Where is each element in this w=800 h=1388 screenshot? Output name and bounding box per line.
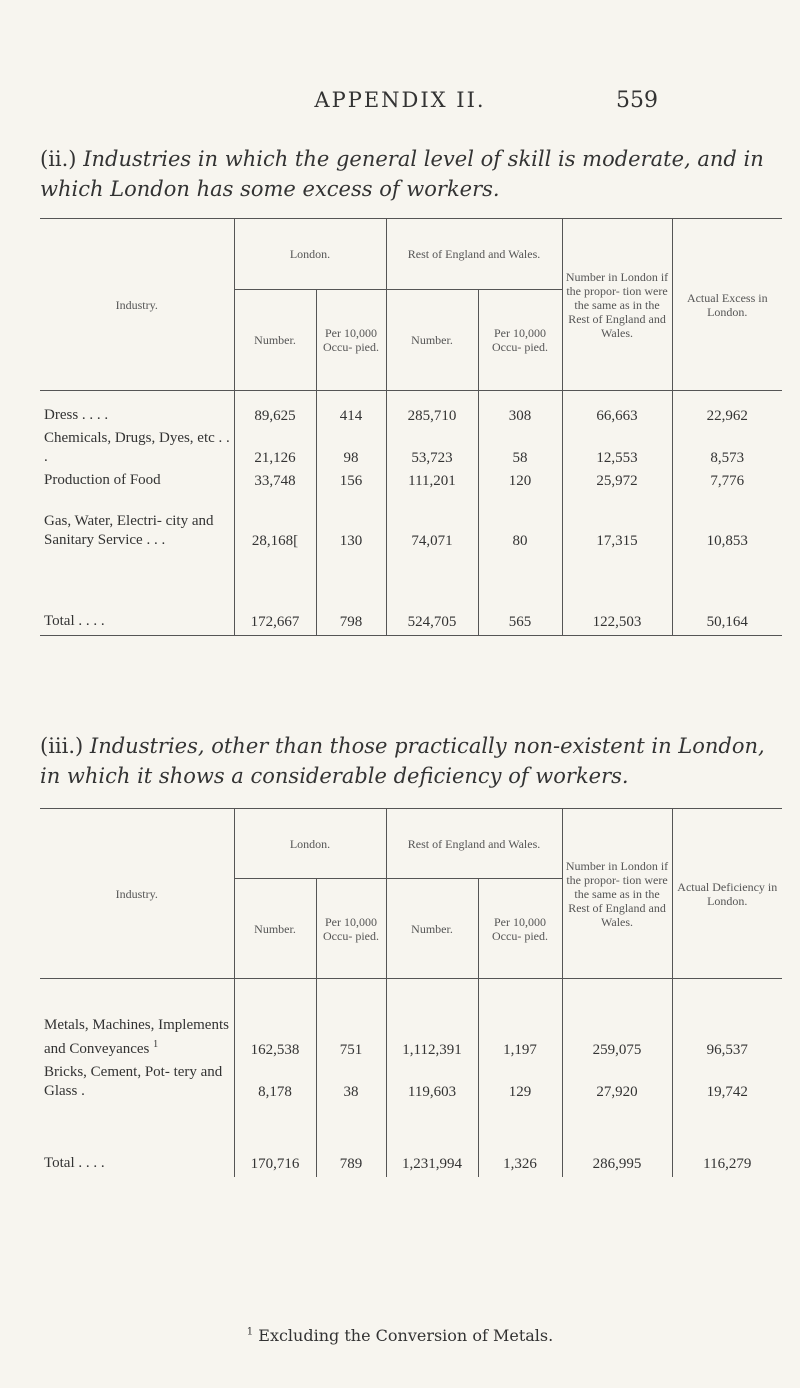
- row-industry-text: Metals, Machines, Implements and Conveyances: [44, 1016, 229, 1057]
- total-label: Total . . . .: [44, 1154, 105, 1171]
- cell-rest-per: 120: [478, 471, 562, 494]
- cell-rest-number: 53,723: [386, 429, 478, 471]
- cell-number-if: 259,075: [562, 979, 672, 1063]
- row-industry: Gas, Water, Electri- city and Sanitary Service . . .: [44, 512, 214, 548]
- footnote-text: Excluding the Conversion of Metals.: [258, 1326, 554, 1345]
- row-industry: Chemicals, Drugs, Dyes, etc . . .: [44, 429, 230, 465]
- running-title: APPENDIX II.: [314, 88, 486, 112]
- cell-rest-number: 119,603: [386, 1063, 478, 1105]
- col-industry: Industry.: [115, 297, 158, 312]
- total-number-if: 122,503: [562, 554, 672, 636]
- section-iii-heading: [40, 731, 780, 791]
- col-actual: Actual Deficiency in London.: [672, 809, 782, 979]
- col-number-if: Number in London if the propor- tion were the same as in the Rest of England and Wales.: [562, 809, 672, 979]
- table-row: [40, 429, 782, 471]
- page-number: 559: [616, 88, 658, 113]
- cell-london-number: 8,178: [234, 1063, 316, 1105]
- cell-number-if: 17,315: [562, 494, 672, 554]
- total-london-per: 798: [316, 554, 386, 636]
- col-actual: Actual Excess in London.: [672, 219, 782, 391]
- cell-london-per: 414: [316, 391, 386, 429]
- cell-actual: 8,573: [672, 429, 782, 471]
- table-row: [40, 979, 782, 1063]
- col-rest-number: Number.: [386, 290, 478, 391]
- cell-rest-per: 129: [478, 1063, 562, 1105]
- table-row: [40, 1063, 782, 1105]
- total-actual: 116,279: [672, 1105, 782, 1177]
- table-row: [40, 494, 782, 554]
- footnote-mark: 1: [153, 1038, 159, 1050]
- total-actual: 50,164: [672, 554, 782, 636]
- col-rest: Rest of England and Wales.: [386, 809, 562, 879]
- col-rest-number: Number.: [386, 879, 478, 979]
- table-row: [40, 471, 782, 494]
- cell-number-if: 27,920: [562, 1063, 672, 1105]
- row-industry: [40, 979, 234, 1063]
- cell-rest-number: 285,710: [386, 391, 478, 429]
- total-label: Total . . . .: [44, 613, 105, 629]
- cell-london-number: 162,538: [234, 979, 316, 1063]
- total-rest-per: 565: [478, 554, 562, 636]
- cell-rest-number: 111,201: [386, 471, 478, 494]
- cell-actual: 19,742: [672, 1063, 782, 1105]
- cell-rest-per: 1,197: [478, 979, 562, 1063]
- cell-rest-per: 80: [478, 494, 562, 554]
- cell-rest-per: 58: [478, 429, 562, 471]
- row-industry: Production of Food: [44, 471, 161, 488]
- cell-london-per: 156: [316, 471, 386, 494]
- table-row: [40, 391, 782, 429]
- cell-rest-per: 308: [478, 391, 562, 429]
- total-rest-number: 1,231,994: [386, 1105, 478, 1177]
- cell-rest-number: 74,071: [386, 494, 478, 554]
- col-rest-per: Per 10,000 Occu- pied.: [478, 879, 562, 979]
- cell-actual: 22,962: [672, 391, 782, 429]
- total-london-number: 170,716: [234, 1105, 316, 1177]
- cell-rest-number: 1,112,391: [386, 979, 478, 1063]
- cell-actual: 96,537: [672, 979, 782, 1063]
- footnote: [0, 1326, 800, 1345]
- col-london-per: Per 10,000 Occu- pied.: [316, 290, 386, 391]
- cell-london-number: 89,625: [234, 391, 316, 429]
- total-row: [40, 1105, 782, 1177]
- total-london-number: 172,667: [234, 554, 316, 636]
- cell-number-if: 12,553: [562, 429, 672, 471]
- cell-number-if: 66,663: [562, 391, 672, 429]
- cell-london-number: 21,126: [234, 429, 316, 471]
- row-industry: Dress . . . .: [44, 406, 109, 423]
- col-london: London.: [234, 809, 386, 879]
- cell-london-per: 98: [316, 429, 386, 471]
- cell-london-number: 28,168[: [234, 494, 316, 554]
- total-rest-number: 524,705: [386, 554, 478, 636]
- section-ii-label: (ii.): [40, 147, 77, 171]
- col-london-number: Number.: [234, 879, 316, 979]
- total-row: [40, 554, 782, 636]
- table-section-ii: [40, 218, 782, 636]
- cell-london-per: 751: [316, 979, 386, 1063]
- col-industry: Industry.: [115, 886, 158, 901]
- footnote-mark: 1: [246, 1326, 254, 1338]
- total-rest-per: 1,326: [478, 1105, 562, 1177]
- col-number-if: Number in London if the propor- tion were the same as in the Rest of England and Wales.: [562, 219, 672, 391]
- cell-actual: 7,776: [672, 471, 782, 494]
- table-section-iii: [40, 808, 782, 1177]
- section-iii-title: Industries, other than those practically non-existent in London, in which it shows a considerable deficiency of workers.: [40, 734, 765, 788]
- col-rest-per: Per 10,000 Occu- pied.: [478, 290, 562, 391]
- cell-london-number: 33,748: [234, 471, 316, 494]
- page-header: [0, 88, 800, 118]
- total-london-per: 789: [316, 1105, 386, 1177]
- col-london-per: Per 10,000 Occu- pied.: [316, 879, 386, 979]
- col-london: London.: [234, 219, 386, 290]
- col-rest: Rest of England and Wales.: [386, 219, 562, 290]
- cell-london-per: 38: [316, 1063, 386, 1105]
- total-number-if: 286,995: [562, 1105, 672, 1177]
- cell-number-if: 25,972: [562, 471, 672, 494]
- row-industry: Bricks, Cement, Pot- tery and Glass .: [44, 1063, 223, 1099]
- cell-actual: 10,853: [672, 494, 782, 554]
- section-iii-label: (iii.): [40, 734, 84, 758]
- section-ii-heading: [40, 144, 780, 204]
- cell-london-per: 130: [316, 494, 386, 554]
- section-ii-title: Industries in which the general level of skill is moderate, and in which London has some excess of workers.: [40, 147, 764, 201]
- col-london-number: Number.: [234, 290, 316, 391]
